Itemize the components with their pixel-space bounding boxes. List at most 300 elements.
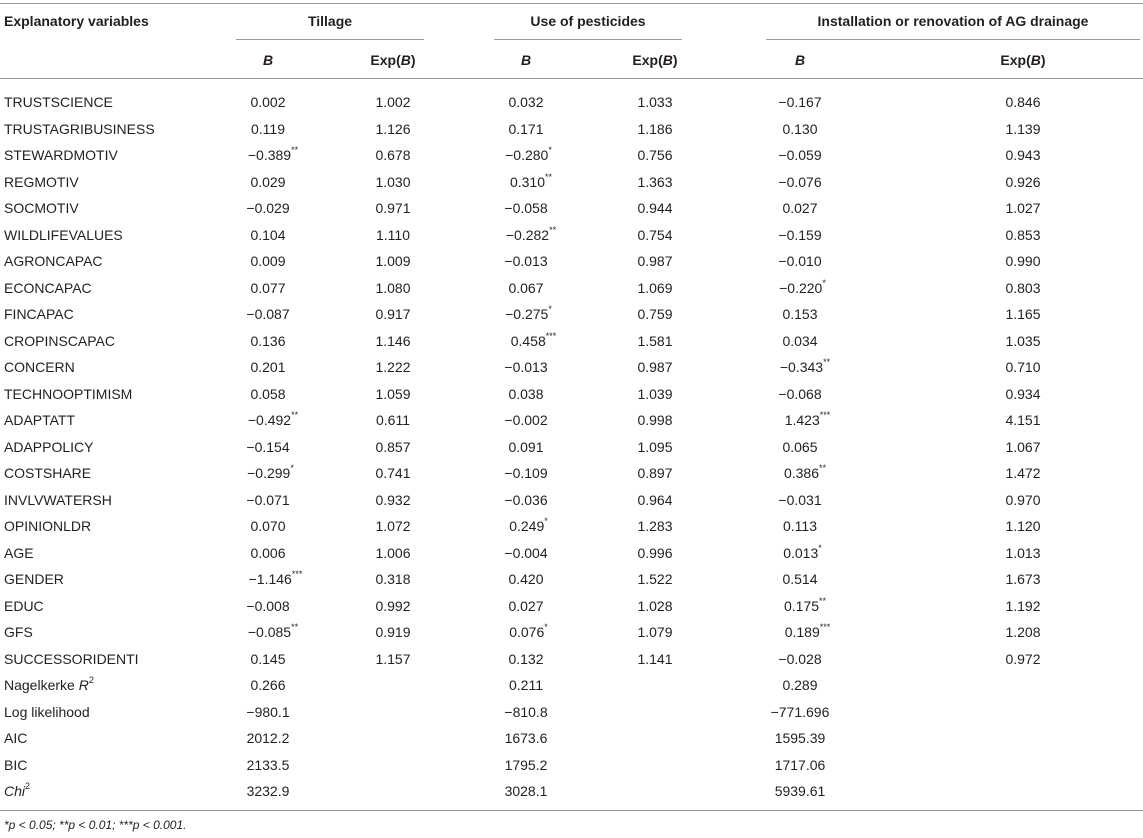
header-bottom-rule xyxy=(0,78,1143,79)
table-cell xyxy=(953,120,1093,138)
table-cell xyxy=(585,199,725,217)
table-cell xyxy=(456,597,596,615)
table-cell xyxy=(953,491,1093,509)
cell-value: 0.027 xyxy=(782,200,818,216)
cell-value: 0.759 xyxy=(637,306,673,322)
statistic-value: 3232.9 xyxy=(246,783,290,799)
b-column-header xyxy=(198,51,338,69)
cell-value: 0.006 xyxy=(250,545,286,561)
variable-name: FINCAPAC xyxy=(4,306,74,322)
table-cell xyxy=(323,650,463,668)
statistic-value: 1717.06 xyxy=(774,757,826,773)
table-cell xyxy=(730,146,870,164)
table-cell xyxy=(730,120,870,138)
b-column-header xyxy=(730,51,870,69)
significance-stars: *** xyxy=(545,331,557,342)
cell-value: 1.110 xyxy=(376,227,410,243)
cell-value: 1.146 xyxy=(375,333,411,349)
cell-value: 0.029 xyxy=(250,174,286,190)
table-cell xyxy=(456,385,596,403)
cell-value: 0.009 xyxy=(250,253,286,269)
cell-value: 0.987 xyxy=(637,253,673,269)
variable-name: AGE xyxy=(4,545,34,561)
table-cell xyxy=(456,173,596,191)
tillage-subrule xyxy=(236,39,424,40)
b-label: B xyxy=(262,52,274,68)
table-cell xyxy=(198,120,338,138)
significance-stars: * xyxy=(548,304,552,315)
cell-value: 0.970 xyxy=(1005,492,1041,508)
table-cell xyxy=(456,517,596,535)
table-cell xyxy=(323,438,463,456)
explanatory-variables-header: Explanatory variables xyxy=(4,13,149,29)
table-cell xyxy=(198,438,338,456)
statistic-value: 0.289 xyxy=(782,677,818,693)
statistic-name xyxy=(4,782,30,800)
statistic-name xyxy=(4,703,90,721)
significance-stars: ** xyxy=(545,172,553,183)
cell-value: −0.280 xyxy=(505,147,549,163)
table-cell xyxy=(953,305,1093,323)
table-cell xyxy=(456,199,596,217)
table-cell xyxy=(585,411,725,429)
b-label: B xyxy=(1030,52,1041,68)
table-cell xyxy=(323,597,463,615)
table-cell xyxy=(198,199,338,217)
variable-name: STEWARDMOTIV xyxy=(4,147,118,163)
table-cell xyxy=(198,570,338,588)
cell-value: 0.934 xyxy=(1005,386,1041,402)
cell-value: 0.972 xyxy=(1005,651,1041,667)
cell-value: 0.077 xyxy=(250,280,286,296)
cell-value: 1.283 xyxy=(637,518,673,534)
table-cell xyxy=(585,491,725,509)
cell-value: −0.008 xyxy=(246,598,290,614)
cell-value: 0.611 xyxy=(376,412,410,428)
table-cell xyxy=(456,491,596,509)
cell-value: −0.076 xyxy=(778,174,822,190)
cell-value: −0.343 xyxy=(779,359,824,375)
cell-value: 1.126 xyxy=(375,121,411,137)
significance-stars: ** xyxy=(291,622,299,633)
table-cell xyxy=(198,305,338,323)
cell-value: 0.964 xyxy=(637,492,673,508)
table-cell xyxy=(953,517,1093,535)
exp-prefix: Exp( xyxy=(370,52,401,68)
expb-column-header xyxy=(953,51,1093,69)
cell-value: 0.420 xyxy=(508,571,544,587)
drainage-header: Installation or renovation of AG drainage xyxy=(817,13,1089,29)
cell-value: −0.087 xyxy=(246,306,290,322)
statistic-value: 5939.61 xyxy=(774,783,826,799)
cell-value: 1.165 xyxy=(1005,306,1041,322)
stat-label-italic: R xyxy=(78,677,89,693)
table-cell xyxy=(585,464,725,482)
cell-value: 1.157 xyxy=(375,651,411,667)
cell-value: 0.058 xyxy=(250,386,286,402)
table-cell xyxy=(198,517,338,535)
table-cell xyxy=(198,226,338,244)
table-cell xyxy=(585,517,725,535)
table-cell xyxy=(456,544,596,562)
table-cell xyxy=(198,173,338,191)
table-cell xyxy=(456,570,596,588)
table-cell xyxy=(585,146,725,164)
cell-value: −0.389 xyxy=(247,147,292,163)
table-cell xyxy=(323,570,463,588)
cell-value: 0.992 xyxy=(375,598,411,614)
statistic-value: 3028.1 xyxy=(504,783,548,799)
table-cell xyxy=(953,358,1093,376)
variable-name: TRUSTAGRIBUSINESS xyxy=(4,121,155,137)
table-cell xyxy=(198,623,338,641)
table-cell xyxy=(198,597,338,615)
cell-value: 1.423 xyxy=(784,412,820,428)
cell-value: 0.458 xyxy=(510,333,546,349)
cell-value: −0.071 xyxy=(246,492,290,508)
b-column-header xyxy=(456,51,596,69)
cell-value: −0.013 xyxy=(504,359,548,375)
table-cell xyxy=(730,173,870,191)
table-cell xyxy=(953,226,1093,244)
table-cell xyxy=(323,623,463,641)
cell-value: 0.132 xyxy=(508,651,544,667)
table-cell xyxy=(730,226,870,244)
variable-name: TECHNOOPTIMISM xyxy=(4,386,133,402)
significance-stars: * xyxy=(818,543,822,554)
significance-stars: *** xyxy=(819,410,831,421)
cell-value: 0.897 xyxy=(637,465,673,481)
exp-prefix: Exp( xyxy=(632,52,663,68)
cell-value: 0.119 xyxy=(251,121,285,137)
exp-prefix: Exp( xyxy=(1000,52,1031,68)
table-cell xyxy=(730,623,870,641)
table-cell xyxy=(730,199,870,217)
expb-column-header xyxy=(323,51,463,69)
cell-value: 0.756 xyxy=(637,147,673,163)
cell-value: 0.091 xyxy=(508,439,544,455)
statistic-name xyxy=(4,729,27,747)
cell-value: 1.030 xyxy=(375,174,411,190)
bottom-rule xyxy=(0,810,1143,811)
table-cell xyxy=(953,597,1093,615)
tillage-header: Tillage xyxy=(307,13,353,29)
significance-stars: ** xyxy=(549,225,557,236)
table-cell xyxy=(953,438,1093,456)
table-cell xyxy=(323,358,463,376)
cell-value: 1.673 xyxy=(1005,571,1041,587)
cell-value: 1.522 xyxy=(637,571,673,587)
statistic-value: 0.266 xyxy=(250,677,286,693)
table-cell xyxy=(953,173,1093,191)
statistic-value: 1595.39 xyxy=(774,730,826,746)
cell-value: 0.070 xyxy=(250,518,286,534)
table-cell xyxy=(730,491,870,509)
cell-value: −0.275 xyxy=(505,306,549,322)
b-label: B xyxy=(520,52,532,68)
cell-value: 0.386 xyxy=(783,465,820,481)
table-cell xyxy=(456,358,596,376)
table-cell xyxy=(456,279,596,297)
table-cell xyxy=(585,173,725,191)
significance-stars: * xyxy=(822,278,826,289)
cell-value: 0.741 xyxy=(375,465,411,481)
cell-value: −0.068 xyxy=(778,386,822,402)
cell-value: −0.220 xyxy=(779,280,823,296)
stat-superscript: 2 xyxy=(88,675,94,686)
cell-value: −0.002 xyxy=(504,412,548,428)
table-cell xyxy=(323,252,463,270)
variable-name: INVLVWATERSH xyxy=(4,492,112,508)
cell-value: 0.857 xyxy=(375,439,411,455)
cell-value: 0.944 xyxy=(637,200,673,216)
table-cell xyxy=(198,358,338,376)
table-cell xyxy=(456,305,596,323)
cell-value: 0.803 xyxy=(1005,280,1041,296)
cell-value: 0.678 xyxy=(375,147,411,163)
table-cell xyxy=(456,120,596,138)
table-cell xyxy=(730,544,870,562)
cell-value: 0.076 xyxy=(509,624,545,640)
table-cell xyxy=(953,146,1093,164)
table-cell xyxy=(456,332,596,350)
significance-stars: ** xyxy=(291,145,299,156)
cell-value: 0.926 xyxy=(1005,174,1041,190)
table-cell xyxy=(585,650,725,668)
table-cell xyxy=(953,332,1093,350)
table-cell xyxy=(953,279,1093,297)
table-cell xyxy=(456,252,596,270)
stat-superscript: 2 xyxy=(25,781,31,792)
b-label: B xyxy=(400,52,411,68)
cell-value: 1.079 xyxy=(637,624,673,640)
stat-label-italic: Chi xyxy=(4,783,26,799)
table-cell xyxy=(730,305,870,323)
table-cell xyxy=(323,544,463,562)
stat-label: BIC xyxy=(4,757,28,773)
cell-value: 0.987 xyxy=(637,359,673,375)
cell-value: 1.186 xyxy=(637,121,673,137)
table-cell xyxy=(323,279,463,297)
table-cell xyxy=(953,650,1093,668)
table-cell xyxy=(323,491,463,509)
exp-suffix: ) xyxy=(410,52,416,68)
top-rule xyxy=(0,3,1143,4)
table-cell xyxy=(198,411,338,429)
variable-name: TRUSTSCIENCE xyxy=(4,94,113,110)
table-cell xyxy=(323,199,463,217)
variable-name: GFS xyxy=(4,624,33,640)
significance-stars: * xyxy=(290,463,294,474)
cell-value: 1.009 xyxy=(375,253,411,269)
table-cell xyxy=(456,146,596,164)
table-cell xyxy=(456,411,596,429)
variable-name: WILDLIFEVALUES xyxy=(4,227,123,243)
table-cell xyxy=(456,464,596,482)
cell-value: 0.034 xyxy=(782,333,818,349)
cell-value: 1.222 xyxy=(375,359,411,375)
statistic-value: 2133.5 xyxy=(246,757,290,773)
table-cell xyxy=(323,120,463,138)
table-cell xyxy=(585,438,725,456)
cell-value: 0.038 xyxy=(508,386,544,402)
statistic-value: −771.696 xyxy=(770,704,830,720)
table-cell xyxy=(198,385,338,403)
variable-name: GENDER xyxy=(4,571,64,587)
variable-name: EDUC xyxy=(4,598,44,614)
cell-value: 1.033 xyxy=(637,94,673,110)
table-cell xyxy=(585,570,725,588)
table-cell xyxy=(456,650,596,668)
cell-value: −0.299 xyxy=(247,465,291,481)
cell-value: 1.039 xyxy=(637,386,673,402)
table-cell xyxy=(585,385,725,403)
table-cell xyxy=(323,226,463,244)
cell-value: −0.028 xyxy=(778,651,822,667)
cell-value: 1.581 xyxy=(637,333,673,349)
table-cell xyxy=(323,93,463,111)
significance-stars: *** xyxy=(291,569,303,580)
significance-stars: *** xyxy=(819,622,831,633)
cell-value: 0.067 xyxy=(508,280,544,296)
significance-stars: * xyxy=(548,145,552,156)
cell-value: 0.104 xyxy=(250,227,286,243)
table-cell xyxy=(730,385,870,403)
variable-name: AGRONCAPAC xyxy=(4,253,103,269)
table-cell xyxy=(730,464,870,482)
stat-label: Nagelkerke xyxy=(4,677,79,693)
table-cell xyxy=(585,544,725,562)
table-cell xyxy=(953,411,1093,429)
table-cell xyxy=(456,623,596,641)
cell-value: 0.153 xyxy=(782,306,818,322)
table-cell xyxy=(198,650,338,668)
expb-column-header xyxy=(585,51,725,69)
cell-value: −0.085 xyxy=(247,624,292,640)
cell-value: 0.027 xyxy=(508,598,544,614)
table-cell xyxy=(585,252,725,270)
cell-value: −0.282 xyxy=(505,227,550,243)
table-cell xyxy=(953,199,1093,217)
cell-value: −0.059 xyxy=(778,147,822,163)
cell-value: 0.130 xyxy=(782,121,818,137)
table-cell xyxy=(730,517,870,535)
variable-name: SUCCESSORIDENTI xyxy=(4,651,139,667)
table-cell xyxy=(323,411,463,429)
stat-label: AIC xyxy=(4,730,28,746)
table-cell xyxy=(198,252,338,270)
cell-value: 0.971 xyxy=(375,200,411,216)
pesticides-subrule xyxy=(494,39,682,40)
cell-value: 0.065 xyxy=(782,439,818,455)
cell-value: 0.002 xyxy=(250,94,286,110)
table-cell xyxy=(198,332,338,350)
cell-value: −0.058 xyxy=(504,200,548,216)
cell-value: −0.154 xyxy=(246,439,290,455)
significance-stars: ** xyxy=(819,463,827,474)
cell-value: 0.136 xyxy=(250,333,286,349)
cell-value: 0.175 xyxy=(783,598,820,614)
significance-stars: * xyxy=(544,516,548,527)
variable-name: REGMOTIV xyxy=(4,174,79,190)
table-cell xyxy=(953,93,1093,111)
pesticides-header: Use of pesticides xyxy=(530,13,646,29)
cell-value: −0.004 xyxy=(504,545,548,561)
cell-value: 1.141 xyxy=(637,651,673,667)
table-cell xyxy=(323,332,463,350)
cell-value: 0.932 xyxy=(375,492,411,508)
cell-value: −0.036 xyxy=(504,492,548,508)
cell-value: 0.171 xyxy=(508,121,544,137)
cell-value: −0.013 xyxy=(504,253,548,269)
cell-value: 0.514 xyxy=(782,571,818,587)
cell-value: 0.919 xyxy=(375,624,411,640)
cell-value: 0.189 xyxy=(784,624,820,640)
cell-value: 1.013 xyxy=(1005,545,1041,561)
cell-value: 1.027 xyxy=(1005,200,1041,216)
table-cell xyxy=(198,544,338,562)
table-cell xyxy=(323,173,463,191)
b-label: B xyxy=(662,52,673,68)
table-cell xyxy=(953,623,1093,641)
statistic-value: 1673.6 xyxy=(504,730,548,746)
variable-name: CONCERN xyxy=(4,359,75,375)
cell-value: 0.917 xyxy=(375,306,411,322)
cell-value: 1.028 xyxy=(637,598,673,614)
variable-name: ECONCAPAC xyxy=(4,280,92,296)
table-cell xyxy=(730,650,870,668)
table-cell xyxy=(585,120,725,138)
table-cell xyxy=(585,358,725,376)
statistic-value: 0.211 xyxy=(509,677,543,693)
table-cell xyxy=(198,93,338,111)
variable-name: ADAPPOLICY xyxy=(4,439,94,455)
cell-value: 0.013 xyxy=(783,545,819,561)
statistic-value: 2012.2 xyxy=(246,730,290,746)
cell-value: 4.151 xyxy=(1005,412,1041,428)
table-cell xyxy=(456,438,596,456)
cell-value: −0.159 xyxy=(778,227,822,243)
cell-value: −1.146 xyxy=(248,571,292,587)
table-cell xyxy=(585,226,725,244)
cell-value: 1.208 xyxy=(1005,624,1041,640)
statistic-value: −810.8 xyxy=(504,704,548,720)
statistic-name xyxy=(4,756,27,774)
cell-value: 0.853 xyxy=(1005,227,1041,243)
cell-value: 1.006 xyxy=(375,545,411,561)
cell-value: −0.167 xyxy=(778,94,822,110)
variable-name: CROPINSCAPAC xyxy=(4,333,115,349)
b-label: B xyxy=(794,52,806,68)
variable-name: COSTSHARE xyxy=(4,465,92,481)
table-cell xyxy=(585,597,725,615)
table-cell xyxy=(198,464,338,482)
cell-value: 0.249 xyxy=(509,518,545,534)
table-cell xyxy=(953,544,1093,562)
cell-value: 0.310 xyxy=(509,174,546,190)
cell-value: 0.943 xyxy=(1005,147,1041,163)
table-cell xyxy=(953,252,1093,270)
cell-value: 1.067 xyxy=(1005,439,1041,455)
variable-name: SOCMOTIV xyxy=(4,200,79,216)
cell-value: 0.201 xyxy=(250,359,286,375)
cell-value: 1.139 xyxy=(1005,121,1041,137)
cell-value: 1.192 xyxy=(1005,598,1041,614)
exp-suffix: ) xyxy=(672,52,678,68)
cell-value: 1.120 xyxy=(1005,518,1041,534)
cell-value: −0.029 xyxy=(246,200,290,216)
cell-value: 1.072 xyxy=(375,518,411,534)
